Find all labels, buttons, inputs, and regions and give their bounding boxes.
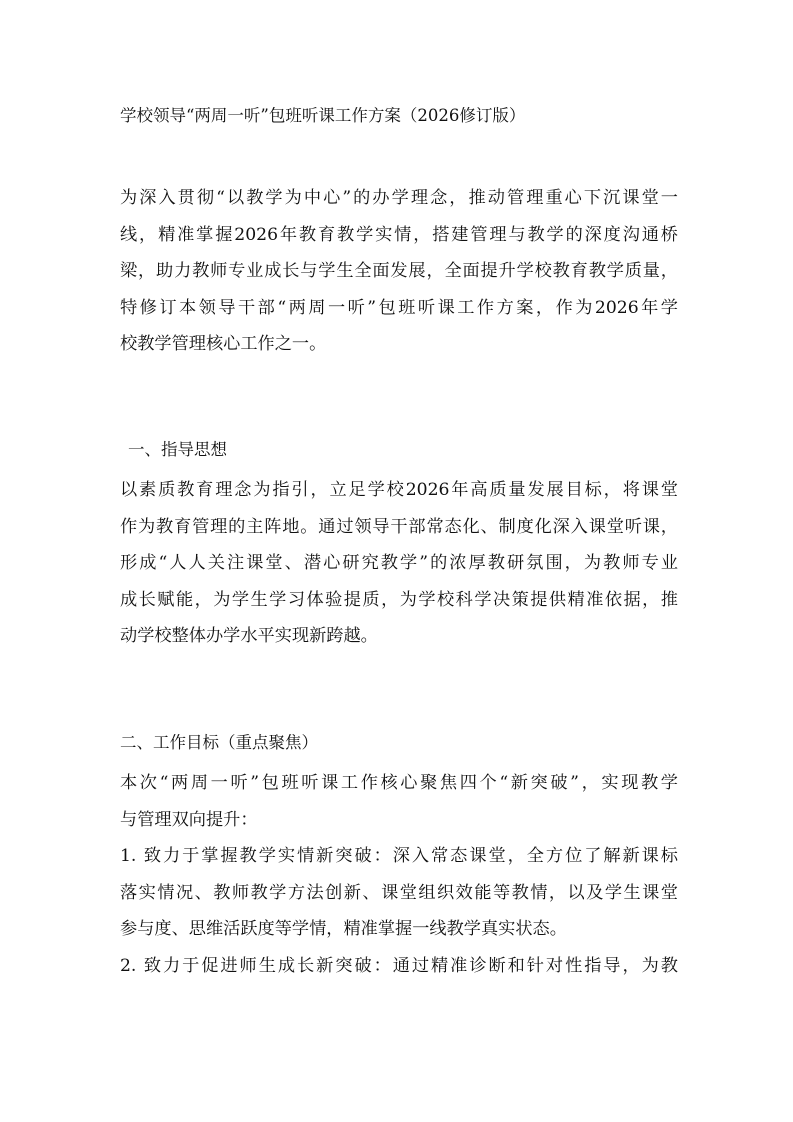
intro-line: 校教学管理核心工作之一。 [120, 334, 327, 354]
section-line: 成长赋能，为学生学习体验提质，为学校科学决策提供精准依据，推 [120, 589, 678, 610]
list-item-line: 1. 致力于掌握教学实情新突破：深入常态课堂，全方位了解新课标 [120, 846, 678, 866]
intro-paragraph [120, 180, 678, 363]
section-line: 以素质教育理念为指引，立足学校2026年高质量发展目标，将课堂 [120, 480, 678, 500]
intro-line: 梁，助力教师专业成长与学生全面发展，全面提升学校教育教学质量， [120, 261, 678, 281]
section-line: 与管理双向提升： [120, 809, 258, 830]
section-heading-work-goals: 二、工作目标（重点聚焦） [120, 733, 318, 752]
list-item-line: 参与度、思维活跃度等学情，精准掌握一线教学真实状态。 [120, 919, 567, 939]
list-item-line: 2. 致力于促进师生成长新突破：通过精准诊断和针对性指导，为教 [120, 955, 678, 976]
section-heading-guiding-ideology: 一、指导思想 [128, 440, 227, 459]
section-line: 动学校整体办学水平实现新跨越。 [120, 626, 378, 646]
section-paragraph-work-goals [120, 765, 678, 984]
intro-line: 线，精准掌握2026年教育教学实情，搭建管理与教学的深度沟通桥 [120, 224, 678, 245]
section-line: 形成“人人关注课堂、潜心研究教学”的浓厚教研氛围，为教师专业 [120, 553, 678, 573]
document-title: 学校领导“两周一听”包班听课工作方案（2026修订版） [120, 106, 526, 125]
intro-line: 为深入贯彻“以教学为中心”的办学理念，推动管理重心下沉课堂一 [120, 188, 678, 208]
intro-line: 特修订本领导干部“两周一听”包班听课工作方案，作为2026年学 [120, 297, 678, 318]
section-paragraph-guiding-ideology [120, 472, 678, 655]
section-line: 本次“两周一听”包班听课工作核心聚焦四个“新突破”，实现教学 [120, 773, 678, 793]
section-line: 作为教育管理的主阵地。通过领导干部常态化、制度化深入课堂听课， [120, 516, 678, 537]
list-item-line: 落实情况、教师教学方法创新、课堂组织效能等教情，以及学生课堂 [120, 882, 678, 903]
